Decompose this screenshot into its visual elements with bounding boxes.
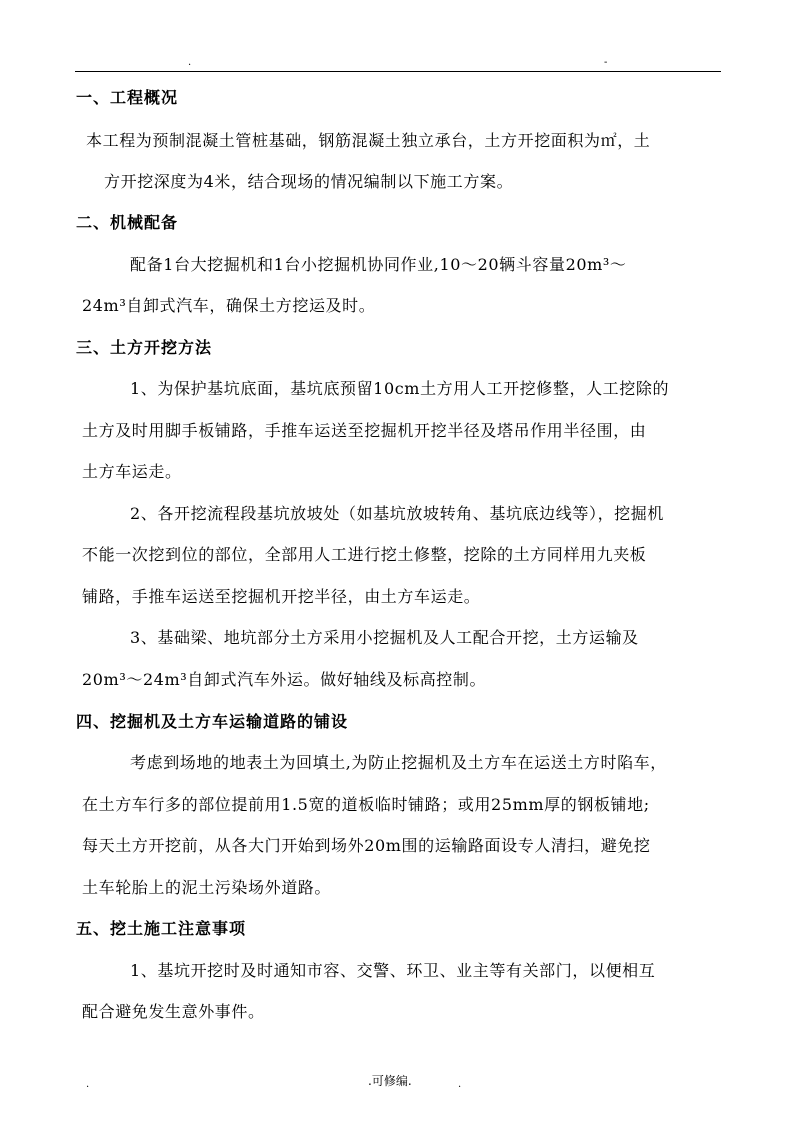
paragraph-line: 土方及时用脚手板铺路，手推车运送至挖掘机开挖半径及塔吊作用半径围，由 <box>82 421 647 440</box>
paragraph-line: 考虑到场地的地表土为回填土,为防止挖掘机及土方车在运送土方时陷车， <box>130 753 667 772</box>
paragraph-line: 1、为保护基坑底面，基坑底预留10cm土方用人工开挖修整，人工挖除的 <box>130 379 670 398</box>
footer-dot-left: . <box>86 1079 90 1090</box>
paragraph-line: 不能一次挖到位的部位，全部用人工进行挖土修整，挖除的土方同样用九夹板 <box>82 545 647 564</box>
paragraph-line: 24m³自卸式汽车，确保土方挖运及时。 <box>82 296 376 315</box>
section-heading-3: 三、土方开挖方法 <box>76 338 213 357</box>
paragraph-line: 配备1台大挖掘机和1台小挖掘机协同作业,10～20辆斗容量20m³～ <box>130 255 627 274</box>
header-dot-right: - <box>604 57 608 68</box>
paragraph-line: 土车轮胎上的泥土污染场外道路。 <box>82 878 332 897</box>
paragraph-line: 3、基础梁、地坑部分土方采用小挖掘机及人工配合开挖，土方运输及 <box>130 628 639 647</box>
paragraph-line: 2、各开挖流程段基坑放坡处（如基坑放坡转角、基坑底边线等），挖掘机 <box>130 504 664 523</box>
section-heading-5: 五、挖土施工注意事项 <box>76 919 247 938</box>
header-dot-left: . <box>188 57 192 68</box>
footer-dot-right: . <box>458 1079 462 1090</box>
paragraph-line: 铺路，手推车运送至挖掘机开挖半径，由土方车运走。 <box>82 587 481 606</box>
paragraph-line: 方开挖深度为4米，结合现场的情况编制以下施工方案。 <box>104 172 514 191</box>
header-rule <box>75 71 721 72</box>
section-heading-4: 四、挖掘机及土方车运输道路的铺设 <box>76 712 349 731</box>
footer-label: .可修编. <box>368 1074 412 1088</box>
paragraph-line: 在土方车行多的部位提前用1.5宽的道板临时铺路；或用25mm厚的钢板铺地; <box>82 795 650 814</box>
paragraph-line: 配合避免发生意外事件。 <box>82 1002 265 1021</box>
paragraph-line: 每天土方开挖前，从各大门开始到场外20m围的运输路面设专人清扫，避免挖 <box>82 836 651 855</box>
paragraph-line: 1、基坑开挖时及时通知市容、交警、环卫、业主等有关部门，以便相互 <box>130 961 656 980</box>
section-heading-2: 二、机械配备 <box>76 213 179 232</box>
paragraph-line: 20m³～24m³自卸式汽车外运。做好轴线及标高控制。 <box>82 670 487 689</box>
section-heading-1: 一、工程概况 <box>76 88 179 107</box>
paragraph-line: 本工程为预制混凝土管桩基础，钢筋混凝土独立承台，土方开挖面积为㎡，土 <box>86 131 651 150</box>
paragraph-line: 土方车运走。 <box>82 462 182 481</box>
